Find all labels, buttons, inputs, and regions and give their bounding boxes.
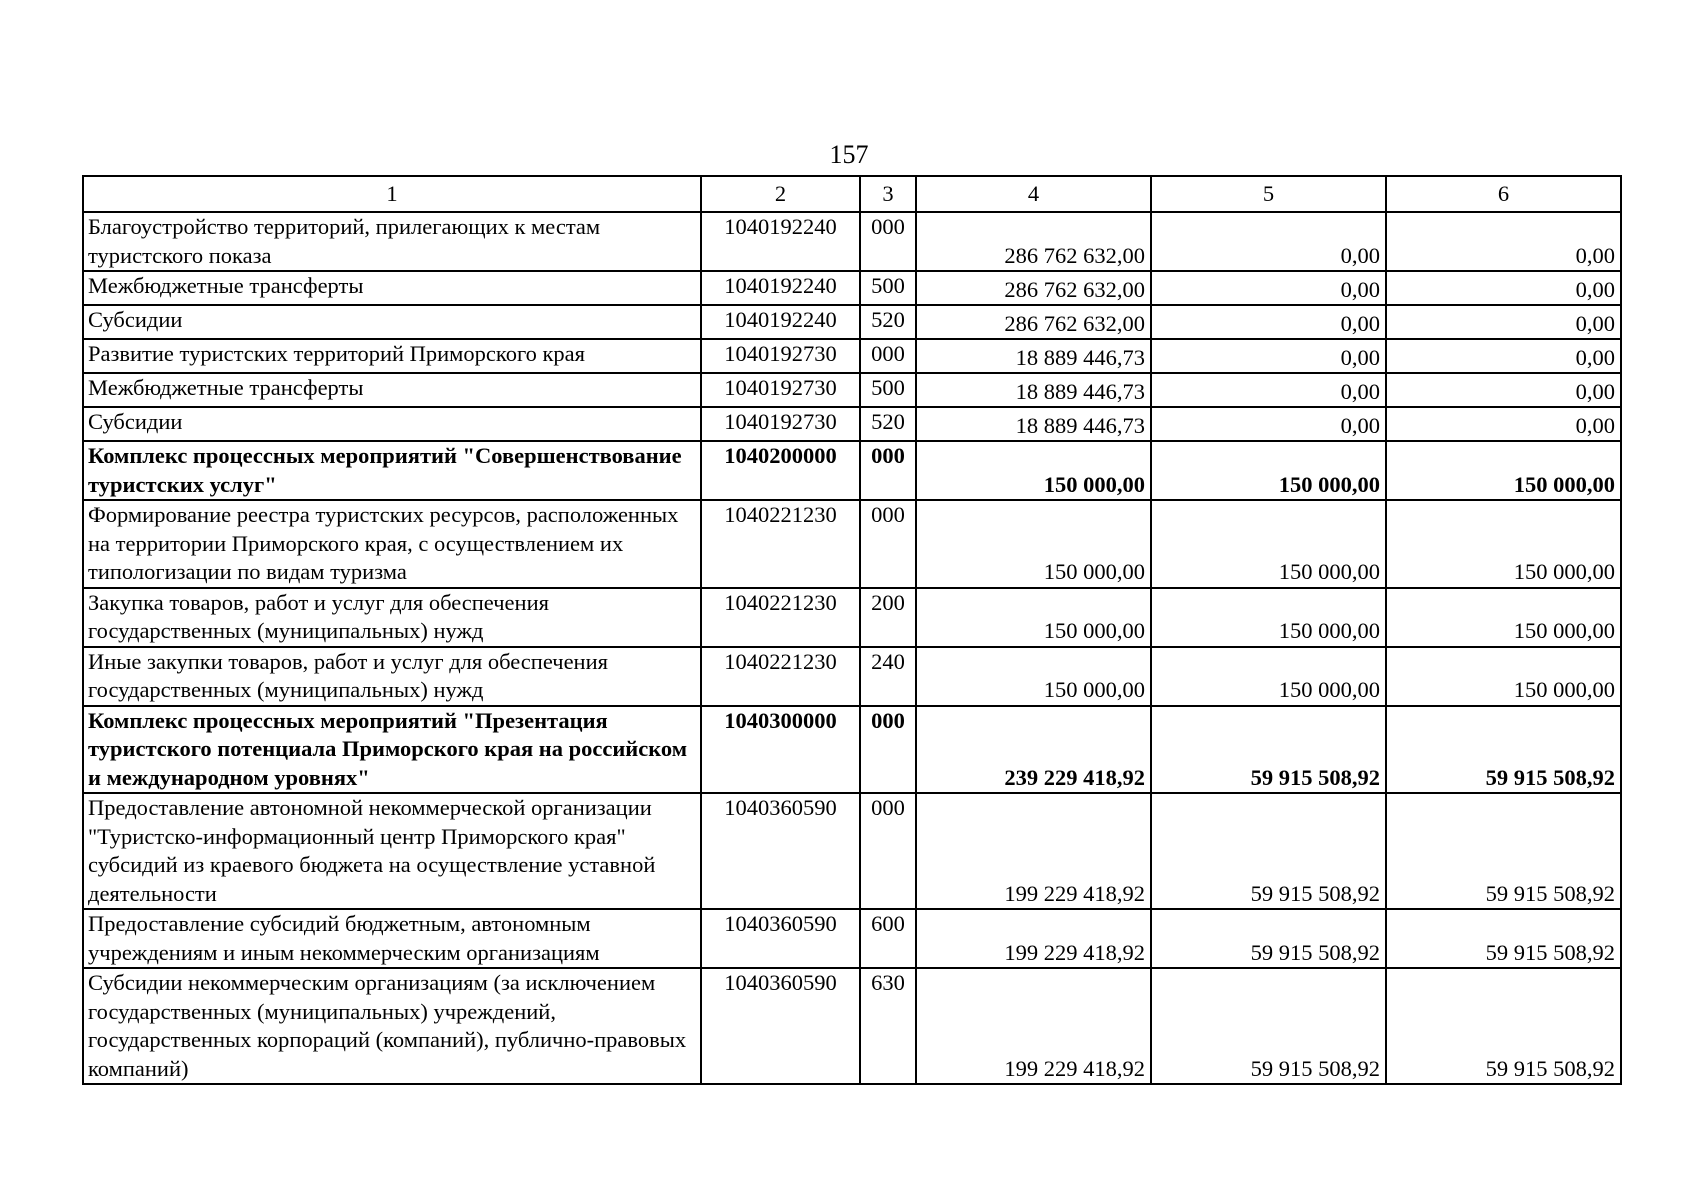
row-name-cell: Закупка товаров, работ и услуг для обеспечения государственных (муниципальных) нужд [83,588,701,647]
row-code-cell: 1040192730 [701,407,860,441]
row-value-col-4: 150 000,00 [916,588,1151,647]
header-col-4: 4 [916,176,1151,212]
row-value-col-5: 0,00 [1151,271,1386,305]
table-row [83,305,1621,339]
row-value-col-5: 59 915 508,92 [1151,793,1386,909]
row-code-cell: 1040192240 [701,305,860,339]
row-value-col-5: 0,00 [1151,339,1386,373]
row-value-col-5: 150 000,00 [1151,588,1386,647]
row-name-cell: Предоставление субсидий бюджетным, автономным учреждениям и иным некоммерческим организациям [83,909,701,968]
row-value-col-6: 0,00 [1386,373,1621,407]
row-code-cell: 1040360590 [701,793,860,909]
row-expense-type-cell: 000 [860,212,916,271]
row-code-cell: 1040200000 [701,441,860,500]
row-name-cell: Иные закупки товаров, работ и услуг для обеспечения государственных (муниципальных) нужд [83,647,701,706]
header-row [83,176,1621,212]
row-name-cell: Субсидии [83,305,701,339]
row-code-cell: 1040221230 [701,500,860,588]
row-value-col-4: 18 889 446,73 [916,373,1151,407]
row-value-col-5: 59 915 508,92 [1151,909,1386,968]
row-expense-type-cell: 000 [860,441,916,500]
row-value-col-4: 199 229 418,92 [916,909,1151,968]
row-value-col-4: 286 762 632,00 [916,212,1151,271]
table-row [83,909,1621,968]
row-value-col-5: 150 000,00 [1151,441,1386,500]
row-expense-type-cell: 000 [860,706,916,794]
row-value-col-5: 59 915 508,92 [1151,968,1386,1084]
row-expense-type-cell: 600 [860,909,916,968]
row-name-cell: Субсидии некоммерческим организациям (за исключением государственных (муниципальных) учреждений, государственных корпораций (компаний), публично-правовых компаний) [83,968,701,1084]
row-name-cell: Предоставление автономной некоммерческой организации "Туристско-информационный центр Приморского края" субсидий из краевого бюджета на осуществление уставной деятельности [83,793,701,909]
table-row [83,339,1621,373]
row-value-col-4: 150 000,00 [916,500,1151,588]
row-value-col-6: 59 915 508,92 [1386,793,1621,909]
row-value-col-4: 150 000,00 [916,647,1151,706]
budget-table [82,175,1622,1085]
row-code-cell: 1040192730 [701,339,860,373]
table-row [83,373,1621,407]
row-code-cell: 1040221230 [701,588,860,647]
header-col-6: 6 [1386,176,1621,212]
row-value-col-4: 239 229 418,92 [916,706,1151,794]
page-number: 157 [829,140,869,169]
table-row [83,706,1621,794]
row-value-col-6: 59 915 508,92 [1386,706,1621,794]
row-name-cell: Комплекс процессных мероприятий "Совершенствование туристских услуг" [83,441,701,500]
row-code-cell: 1040360590 [701,968,860,1084]
row-value-col-4: 286 762 632,00 [916,271,1151,305]
table-row [83,588,1621,647]
row-value-col-5: 59 915 508,92 [1151,706,1386,794]
header-col-1: 1 [83,176,701,212]
row-value-col-4: 199 229 418,92 [916,793,1151,909]
table-row [83,793,1621,909]
row-code-cell: 1040360590 [701,909,860,968]
row-code-cell: 1040221230 [701,647,860,706]
row-value-col-6: 150 000,00 [1386,441,1621,500]
row-value-col-4: 199 229 418,92 [916,968,1151,1084]
row-value-col-6: 0,00 [1386,271,1621,305]
row-value-col-5: 150 000,00 [1151,647,1386,706]
row-code-cell: 1040192240 [701,271,860,305]
row-value-col-5: 150 000,00 [1151,500,1386,588]
row-expense-type-cell: 520 [860,305,916,339]
row-value-col-5: 0,00 [1151,373,1386,407]
table-row [83,407,1621,441]
row-value-col-4: 286 762 632,00 [916,305,1151,339]
row-name-cell: Субсидии [83,407,701,441]
row-value-col-4: 18 889 446,73 [916,407,1151,441]
row-value-col-5: 0,00 [1151,212,1386,271]
table-row [83,212,1621,271]
row-name-cell: Межбюджетные трансферты [83,271,701,305]
row-expense-type-cell: 000 [860,793,916,909]
row-expense-type-cell: 630 [860,968,916,1084]
row-value-col-6: 59 915 508,92 [1386,968,1621,1084]
header-col-5: 5 [1151,176,1386,212]
row-value-col-6: 150 000,00 [1386,647,1621,706]
row-value-col-6: 150 000,00 [1386,588,1621,647]
row-value-col-6: 59 915 508,92 [1386,909,1621,968]
row-code-cell: 1040192730 [701,373,860,407]
row-value-col-6: 0,00 [1386,339,1621,373]
header-col-2: 2 [701,176,860,212]
header-col-3: 3 [860,176,916,212]
row-name-cell: Формирование реестра туристских ресурсов, расположенных на территории Приморского края, с осуществлением их типологизации по видам туризма [83,500,701,588]
row-expense-type-cell: 200 [860,588,916,647]
row-value-col-4: 150 000,00 [916,441,1151,500]
row-expense-type-cell: 000 [860,500,916,588]
row-expense-type-cell: 520 [860,407,916,441]
table-row [83,441,1621,500]
table-body [83,212,1621,1084]
row-name-cell: Комплекс процессных мероприятий "Презентация туристского потенциала Приморского края на российском и международном уровнях" [83,706,701,794]
row-name-cell: Развитие туристских территорий Приморского края [83,339,701,373]
row-expense-type-cell: 240 [860,647,916,706]
row-name-cell: Межбюджетные трансферты [83,373,701,407]
row-code-cell: 1040300000 [701,706,860,794]
row-value-col-6: 0,00 [1386,212,1621,271]
row-name-cell: Благоустройство территорий, прилегающих к местам туристского показа [83,212,701,271]
row-value-col-6: 0,00 [1386,407,1621,441]
table-row [83,968,1621,1084]
row-value-col-5: 0,00 [1151,407,1386,441]
table-row [83,647,1621,706]
row-value-col-5: 0,00 [1151,305,1386,339]
row-code-cell: 1040192240 [701,212,860,271]
row-expense-type-cell: 000 [860,339,916,373]
row-expense-type-cell: 500 [860,373,916,407]
row-value-col-4: 18 889 446,73 [916,339,1151,373]
row-expense-type-cell: 500 [860,271,916,305]
table-row [83,271,1621,305]
row-value-col-6: 0,00 [1386,305,1621,339]
table-row [83,500,1621,588]
row-value-col-6: 150 000,00 [1386,500,1621,588]
